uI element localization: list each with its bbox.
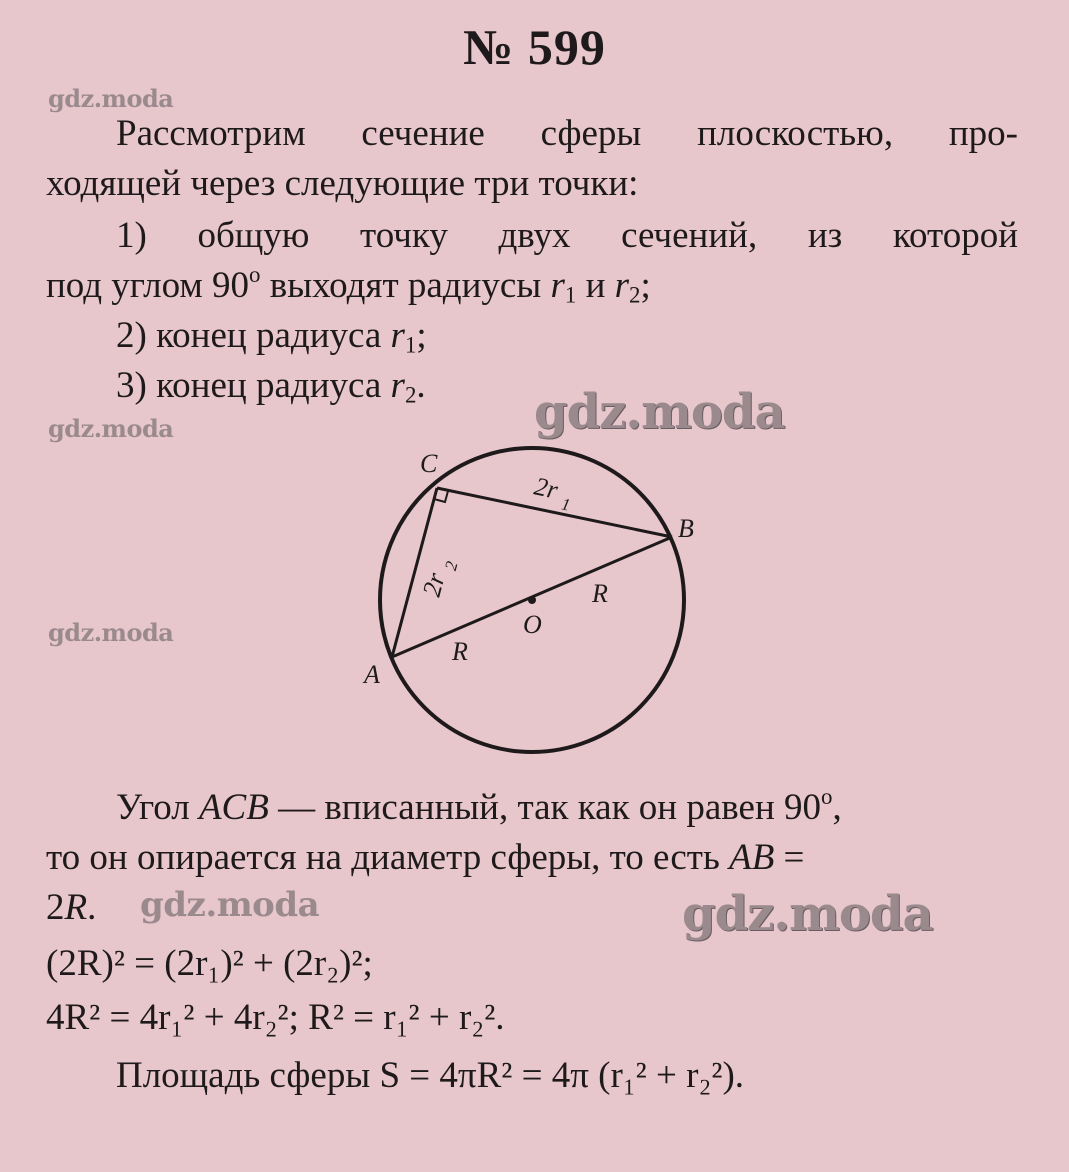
label-2r1: 2r <box>531 471 561 505</box>
label-o: O <box>523 610 542 639</box>
text-line: Угол ACB — вписанный, так как он равен 90$^o$, <box>116 784 842 828</box>
label-2r2: 2r <box>416 569 451 600</box>
label-r-ob: R <box>592 579 608 608</box>
label-c: C <box>420 449 438 478</box>
text-line: Рассмотрим сечение сферы плоскостью, про- <box>116 113 1018 154</box>
watermark: gdz.moda <box>682 886 933 942</box>
watermark: gdz.moda <box>48 84 174 113</box>
equation-line: (2R)² = (2r₁)² + (2r₂)²; <box>46 943 373 984</box>
text-line: 2) конец радиуса $r_1$; <box>116 315 427 358</box>
text-line: 3) конец радиуса $r_2$. <box>116 365 426 408</box>
text-line: 2R. <box>46 887 97 928</box>
circle-diagram <box>330 430 750 770</box>
watermark: gdz.moda <box>534 384 785 440</box>
text-line: ходящей через следующие три точки: <box>46 163 639 204</box>
problem-number: № 599 <box>463 19 606 75</box>
label-b: B <box>678 514 694 543</box>
label-2r1-sub: 1 <box>559 494 572 515</box>
center-point <box>528 596 536 604</box>
watermark: gdz.moda <box>48 618 174 647</box>
watermark: gdz.moda <box>48 414 174 443</box>
label-r-oa: R <box>452 637 468 666</box>
label-2r2-sub: 2 <box>440 559 462 573</box>
equation-line: 4R² = 4r₁² + 4r₂²; R² = r₁² + r₂². <box>46 997 505 1038</box>
watermark: gdz.moda <box>140 885 320 925</box>
text-line: Площадь сферы S = 4πR² = 4π (r₁² + r₂²). <box>116 1055 745 1096</box>
text-line: 1) общую точку двух сечений, из которой <box>116 215 1018 256</box>
label-a: A <box>364 660 380 689</box>
text-line: под углом 90$^o$ выходят радиусы $r_1$ и $r_2$; <box>46 262 651 308</box>
text-line: то он опирается на диаметр сферы, то есть AB = <box>46 837 805 878</box>
